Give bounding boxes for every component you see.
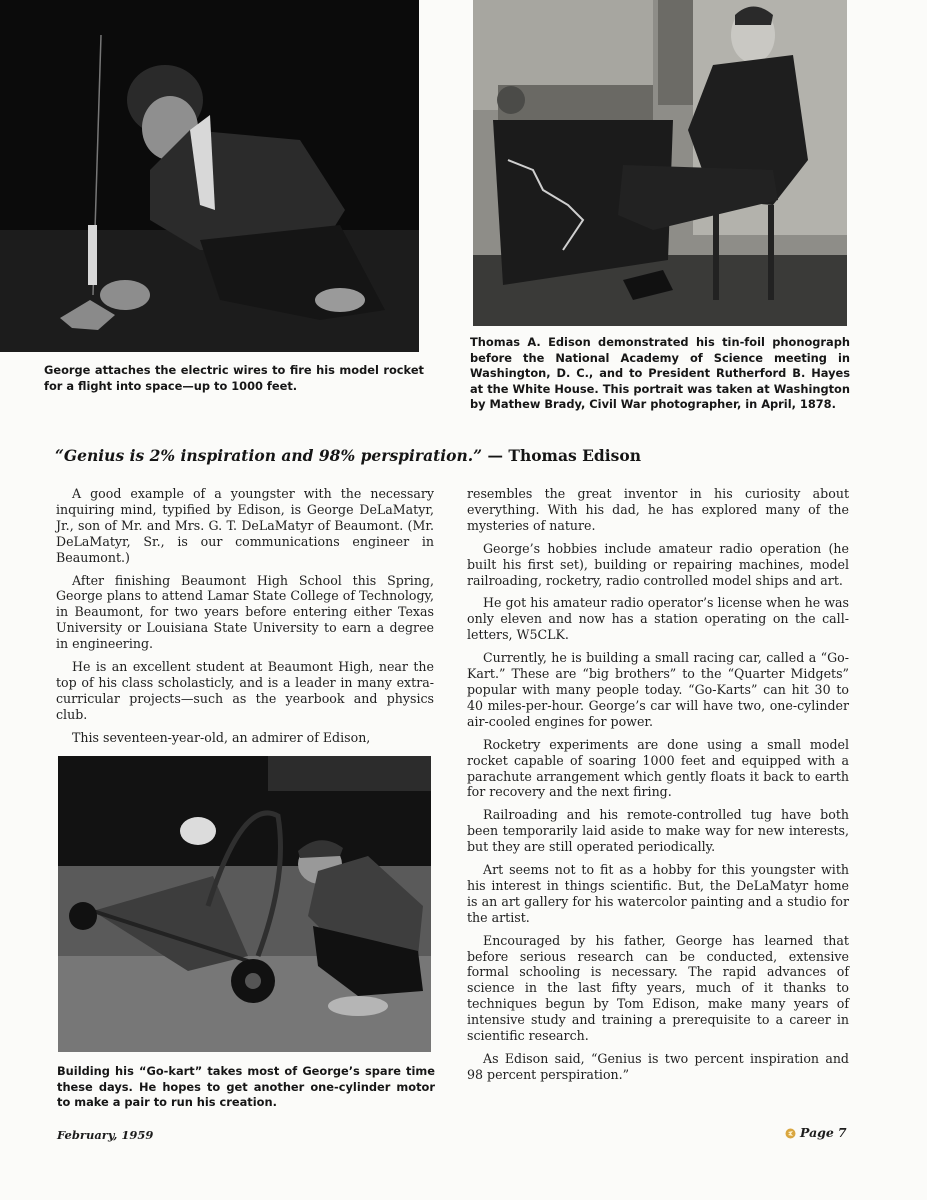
rocket-photo-illustration [0,0,419,352]
article-paragraph: After finishing Beaumont High School this Spring, George plans to attend Lamar State College of Technology, in Beaumont, for two years before entering either Texas University or Louisiana State University to earn a degree in engineering. [56,572,434,652]
article-paragraph: Encouraged by his father, George has learned that before serious research can be conducted, extensive formal schooling is necessary. The rapid advances of science in the last fifty years, much of it thanks to techniques begun by Tom Edison, make many years of intensive study and training a prerequisite to a career in scientific research. [467,932,849,1044]
page-number: 7 [837,1125,847,1140]
article-paragraph: This seventeen-year-old, an admirer of Edison, [72,729,371,745]
photo-edison-portrait [473,0,847,326]
article-paragraph: Art seems not to fit as a hobby for this youngster with his interest in things scientific. But, the DeLaMatyr home is an art gallery for his watercolor painting and a studio for the artist. [467,862,849,925]
edison-photo-illustration [473,0,847,326]
article-paragraph: A good example of a youngster with the necessary inquiring mind, typified by Edison, is George DeLaMatyr, Jr., son of Mr. and Mrs. G. T. DeLaMatyr of Beaumont. (Mr. DeLaMatyr, Sr., is our communications engineer in Beaumont.) [56,486,434,565]
footer-date: February, 1959 [57,1128,154,1142]
article-paragraph: George’s hobbies include amateur radio operation (he built his first set), building or repairing machines, model railroading, rocketry, radio controlled model ships and art. [467,540,849,588]
article-paragraph: He got his amateur radio operator’s license when he was only eleven and now has a station operating on the call-letters, W5CLK. [467,595,849,643]
pull-quote-attribution: Thomas Edison [508,446,641,465]
caption-gokart-photo: Building his “Go-kart” takes most of George’s spare time these days. He hopes to get another one-cylinder motor to make a pair to run his creation. [57,1064,435,1109]
article-paragraph: He is an excellent student at Beaumont High, near the top of his class scholasticly, and is a leader in many extra-curricular projects—such as the yearbook and physics club. [56,659,434,722]
gokart-photo-illustration [58,756,431,1052]
article-column-right [467,486,849,1090]
pull-quote-dash: — [487,446,503,465]
article-paragraph: Currently, he is building a small racing car, called a “Go-Kart.” These are “big brothers” to the “Quarter Midgets” popular with many people today. “Go-Karts” can hit 30 to 40 miles-per-hour. George’s car will have two, one-cylinder air-cooled engines for power. [467,650,849,729]
pull-quote [55,446,675,465]
page-label: Page [800,1125,834,1140]
company-logo-icon [785,1127,796,1138]
caption-edison-photo: Thomas A. Edison demonstrated his tin-foil phonograph before the National Academy of Science meeting in Washington, D. C., and to President Rutherford B. Hayes at the White House. This portrait was taken at Washington by Mathew Brady, Civil War photographer, in April, 1878. [470,335,850,411]
pull-quote-text: “Genius is 2% inspiration and 98% perspiration.” [55,446,483,465]
article-paragraph: Rocketry experiments are done using a small model rocket capable of soaring 1000 feet and equipped with a parachute arrangement which gently floats it back to earth for recovery and the next firing. [467,736,849,800]
photo-gokart [58,756,431,1052]
article-column-left [56,486,434,753]
caption-rocket-photo: George attaches the electric wires to fire his model rocket for a flight into space—up to 1000 feet. [44,363,424,393]
article-paragraph: Railroading and his remote-controlled tug have both been temporarily laid aside to make way for new interests, but they are still operated periodically. [467,807,849,855]
article-paragraph: As Edison said, “Genius is two percent inspiration and 98 percent perspiration.” [467,1051,849,1082]
footer-page-number [785,1125,847,1140]
photo-rocket-launch [0,0,419,352]
article-paragraph: resembles the great inventor in his curiosity about everything. With his dad, he has explored many of the mysteries of nature. [467,486,849,533]
